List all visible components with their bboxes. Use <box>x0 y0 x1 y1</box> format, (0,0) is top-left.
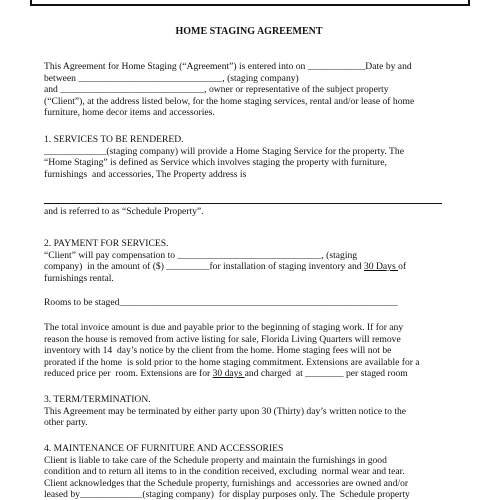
extension-period-term: 30 days <box>212 368 245 379</box>
intro-line: between ______________________________, (staging company) <box>44 72 299 84</box>
section-2-line: furnishings rental. <box>44 272 114 284</box>
document-title: HOME STAGING AGREEMENT <box>175 26 323 37</box>
page-top-border <box>30 0 470 6</box>
intro-line: and ______________________________, owner or representative of the subject property <box>44 84 389 95</box>
section-1-line: and is referred to as “Schedule Property”. <box>44 206 204 217</box>
payment-paragraph-line <box>44 368 454 379</box>
section-2-text: of <box>398 261 407 272</box>
section-2-text: company) in the amount of ($) _________for installation of staging inventory and <box>44 261 364 272</box>
payment-paragraph-line: prorated if the home is sold prior to the home staging commitment. Extensions are available for a <box>44 356 420 368</box>
section-4-heading: 4. MAINTENANCE OF FURNITURE AND ACCESSORIES <box>44 443 284 454</box>
rental-period-term: 30 Days <box>364 261 399 272</box>
payment-paragraph-line: The total invoice amount is due and payable prior to the beginning of staging work. If for any <box>44 322 404 333</box>
intro-line: This Agreement for Home Staging (“Agreement”) is entered into on ____________Date by and <box>44 61 412 72</box>
section-3-heading: 3. TERM/TERMINATION. <box>44 394 151 405</box>
section-1-line: furnishings and accessories, The Property address is <box>44 168 247 180</box>
payment-text: reduced price per room. Extensions are for <box>44 368 213 379</box>
section-4-line: leased by_____________(staging company) for display purposes only. The Schedule property <box>44 489 410 500</box>
section-4-line: condition and to return all items to in the condition received, excluding normal wear and tear. <box>44 466 405 477</box>
payment-paragraph-line: reason the house is removed from active listing for sale, Florida Living Quarters will remove <box>44 333 401 345</box>
section-4-line: Client acknowledges that the Schedule property, furnishings and accessories are owned and/or <box>44 477 409 489</box>
section-1-line: “Home Staging” is defined as Service which involves staging the property with furniture, <box>44 157 387 168</box>
property-address-line <box>44 203 442 204</box>
section-4-line: Client is liable to take care of the Schedule property and maintain the furnishings in good <box>44 454 387 466</box>
section-1-heading: 1. SERVICES TO BE RENDERED. <box>44 134 184 145</box>
intro-line: (“Client”), at the address listed below, for the home staging services, rental and/or lease of home <box>44 95 415 107</box>
payment-text: and charged at ________ per staged room <box>244 368 408 379</box>
section-3-line: other party. <box>44 417 88 428</box>
section-2-line <box>44 261 454 272</box>
rooms-to-be-staged-line: Rooms to be staged__________________________________________________________ <box>44 297 398 308</box>
section-2-line: “Client” will pay compensation to ______________________________, (staging <box>44 249 358 261</box>
intro-line: furniture, home decor items and accessories. <box>44 107 215 118</box>
payment-paragraph-line: inventory with 14 day’s notice by the client from the home. Home staging fees will not be <box>44 345 392 356</box>
section-2-heading: 2. PAYMENT FOR SERVICES. <box>44 238 169 249</box>
section-3-line: This Agreement may be terminated by either party upon 30 (Thirty) day’s written notice to the <box>44 405 407 417</box>
section-1-line: _____________(staging company) will provide a Home Staging Service for the property. The <box>44 145 404 157</box>
